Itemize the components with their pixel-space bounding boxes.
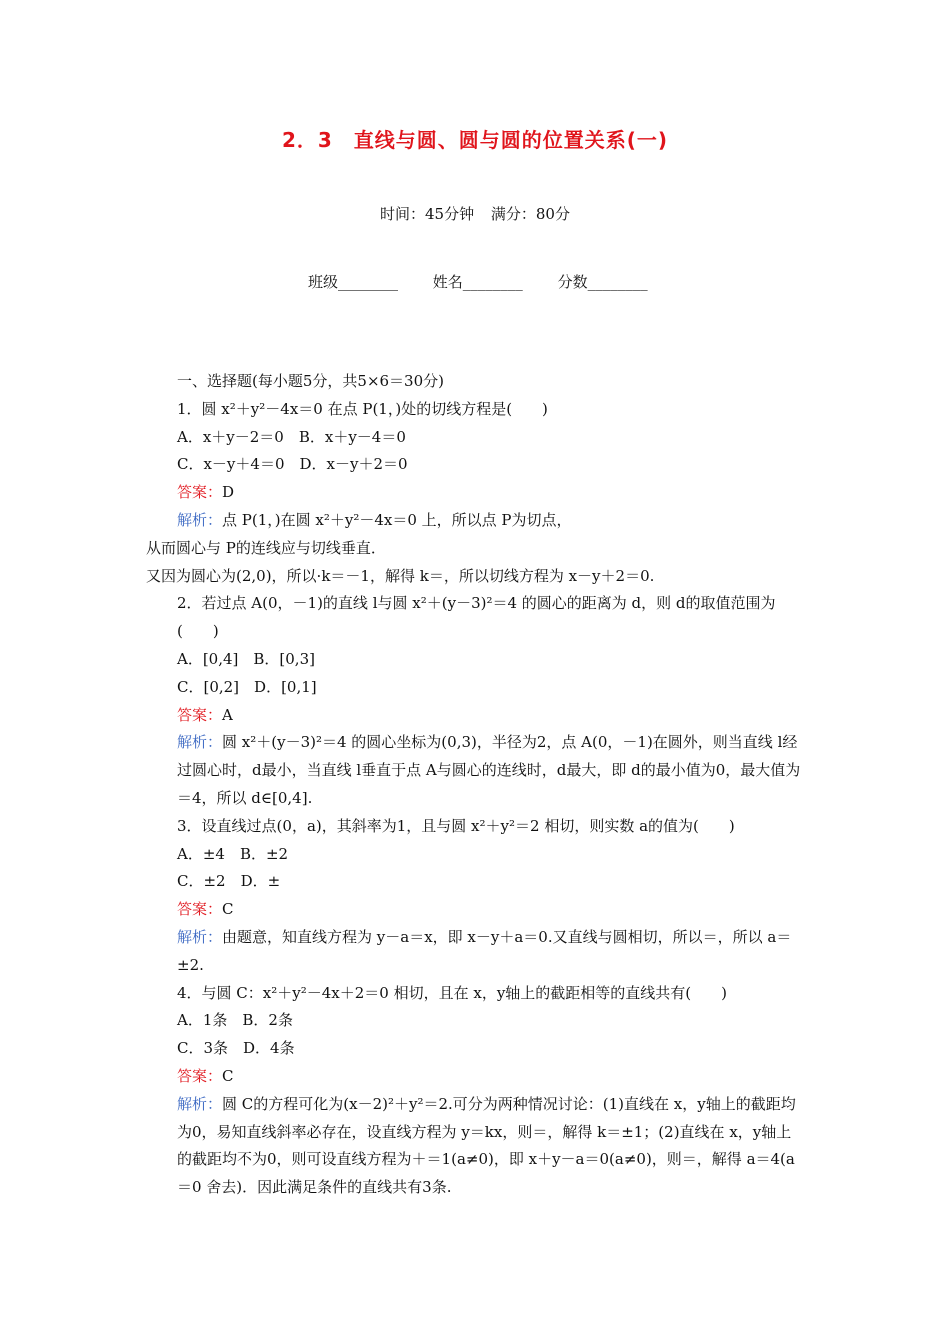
name-field: 姓名________ — [432, 273, 523, 291]
explain-label: 解析： — [177, 733, 223, 752]
question-1-options-cd: C．x－y＋4＝0 D．x－y＋2＝0 — [177, 455, 408, 474]
question-3-answer — [146, 896, 806, 924]
answer-value: A — [222, 705, 233, 724]
question-4-options-ab: A．1条 B．2条 — [177, 1011, 293, 1030]
question-1-answer — [146, 479, 806, 507]
explain-text: 圆 x²＋(y－3)²＝4 的圆心坐标为(0,3)，半径为2，点 A(0，－1)在圆外，则当直线 l经过圆心时，d最小，当直线 l垂直于点 A与圆心的连线时，d最大，即 d的最小值为0，最大值为＝4，所以 d∈[0,4]. — [177, 733, 801, 807]
question-1-stem: 1．圆 x²＋y²－4x＝0 在点 P(1，)处的切线方程是( ) — [177, 399, 548, 418]
question-3-explain — [146, 924, 806, 980]
exam-meta — [0, 203, 950, 224]
question-3-options-cd: C．±2 D．± — [177, 872, 281, 891]
question-3-options-ab: A．±4 B．±2 — [177, 844, 289, 863]
question-3-stem: 3．设直线过点(0，a)，其斜率为1，且与圆 x²＋y²＝2 相切，则实数 a的值为( ) — [177, 816, 735, 835]
score-field: 分数________ — [557, 273, 648, 291]
question-1-explain-line-3: 又因为圆心为(2,0)，所以·k＝－1，解得 k＝，所以切线方程为 x－y＋2＝0. — [146, 566, 655, 585]
explain-label: 解析： — [177, 927, 223, 946]
time-limit: 时间：45分钟 — [380, 205, 475, 223]
question-4-answer — [146, 1063, 806, 1091]
question-2-options-ab: A．[0,4] B．[0,3] — [177, 649, 315, 668]
question-1-explain-line-2: 从而圆心与 P的连线应与切线垂直． — [146, 538, 386, 557]
answer-label: 答案： — [177, 483, 223, 502]
question-2-stem: 2．若过点 A(0，－1)的直线 l与圆 x²＋(y－3)²＝4 的圆心的距离为 d，则 d的取值范围为( ) — [177, 594, 776, 641]
answer-value: D — [222, 483, 235, 502]
document-title: 2．3 直线与圆、圆与圆的位置关系(一) — [281, 128, 669, 152]
answer-value: C — [222, 1066, 234, 1085]
explain-label: 解析： — [177, 1094, 223, 1113]
answer-label: 答案： — [177, 705, 223, 724]
question-2-explain — [146, 729, 806, 812]
answer-label: 答案： — [177, 1066, 223, 1085]
explain-text: 由题意，知直线方程为 y－a＝x，即 x－y＋a＝0.又直线与圆相切，所以＝，所以 a＝±2. — [177, 927, 792, 974]
full-score: 满分：80分 — [490, 205, 570, 223]
question-list — [146, 368, 806, 1202]
student-fields — [308, 271, 678, 292]
question-4-explain — [146, 1091, 806, 1202]
question-4-options-cd: C．3条 D．4条 — [177, 1039, 295, 1058]
question-2-options-cd: C．[0,2] D．[0,1] — [177, 677, 317, 696]
question-2-answer — [146, 702, 806, 730]
answer-label: 答案： — [177, 900, 223, 919]
section-heading: 一、选择题(每小题5分，共5×6＝30分) — [177, 372, 444, 390]
explain-text: 点 P(1，)在圆 x²＋y²－4x＝0 上，所以点 P为切点， — [222, 510, 572, 529]
explain-label: 解析： — [177, 510, 223, 529]
question-1-explain-line-1 — [146, 507, 806, 535]
class-field: 班级________ — [308, 273, 399, 291]
question-4-stem: 4．与圆 C：x²＋y²－4x＋2＝0 相切，且在 x，y轴上的截距相等的直线共有( ) — [177, 983, 728, 1002]
explain-text: 圆 C的方程可化为(x－2)²＋y²＝2.可分为两种情况讨论：(1)直线在 x，y轴上的截距均为0，易知直线斜率必存在，设直线方程为 y＝kx，则＝，解得 k＝±1；(2)直线在 x，y轴上的截距均不为0，则可设直线方程为＋＝1(a≠0)，即 x＋y－a＝0(a≠0)，则＝，解得 a＝4(a＝0 舍去)．因此满足条件的直线共有3条. — [177, 1094, 796, 1197]
question-1-options-ab: A．x＋y－2＝0 B．x＋y－4＝0 — [177, 427, 406, 446]
answer-value: C — [222, 900, 234, 919]
